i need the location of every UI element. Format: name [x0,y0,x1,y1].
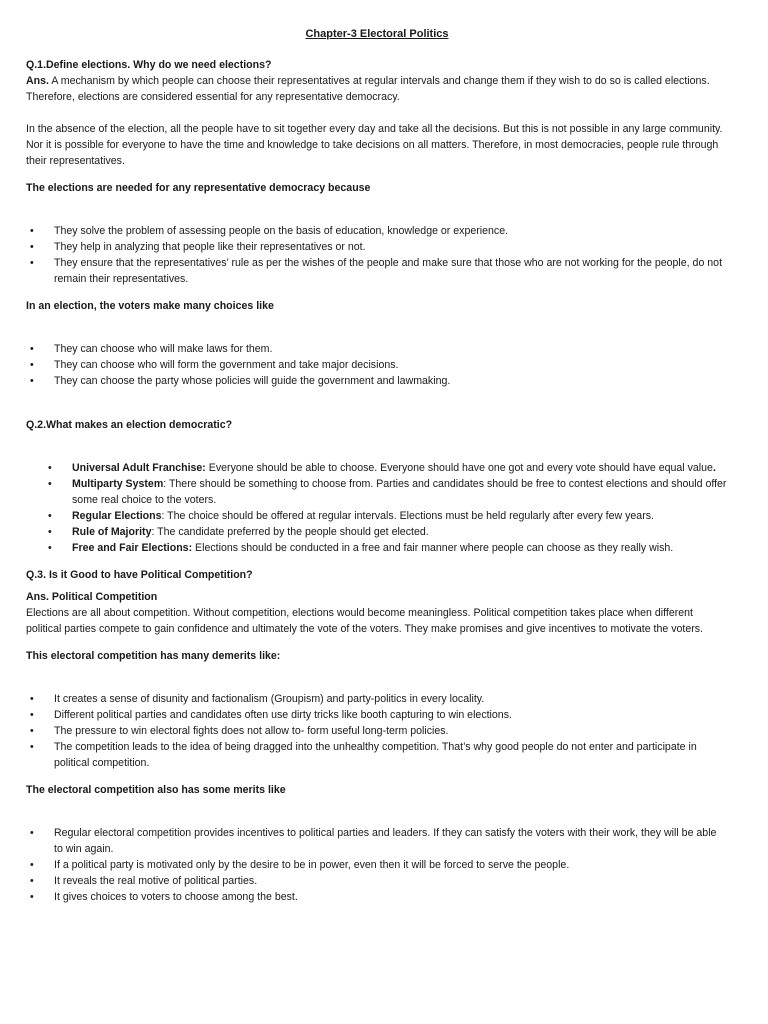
page-title: Chapter-3 Electoral Politics [305,28,449,40]
choices-list [26,341,728,389]
answer-1-paragraph-2: In the absence of the election, all the people have to sit together every day and take all the decisions. But this is not possible in any large community. Nor it is possible for everyone to have the time and knowledge to take decisions on all matters. Therefore, in most democracies, people rule through their representatives. [26,123,723,167]
list-item: • They can choose who will make laws for them. [26,341,728,357]
answer-3-paragraph: Elections are all about competition. Without competition, elections would become meaningless. Political competition takes place when different political parties compete to gain confidence and ultimately the vote of the voters. They make promises and give incentives to motivate the voters. [26,607,703,635]
list-item: • If a political party is motivated only by the desire to be in power, even then it will be forced to serve the people. [26,857,728,873]
choices-heading: In an election, the voters make many choices like [26,300,274,312]
list-item: • Regular electoral competition provides incentives to political parties and leaders. If they can satisfy the voters with their work, they will be able to win again. [26,825,728,857]
question-2: Q.2.What makes an election democratic? [26,419,233,431]
list-item: • Multiparty System: There should be something to choose from. Parties and candidates should be free to contest elections and should offer some real choice to the voters. [26,476,728,508]
list-item: • Universal Adult Franchise: Everyone should be able to choose. Everyone should have one got and every vote should have equal value. [26,460,728,476]
demerits-heading: This electoral competition has many demerits like: [26,650,281,662]
merits-heading: The electoral competition also has some merits like [26,784,286,796]
list-item: • It creates a sense of disunity and factionalism (Groupism) and party-politics in every locality. [26,691,728,707]
list-item: • They solve the problem of assessing people on the basis of education, knowledge or experience. [26,223,728,239]
democratic-criteria-list [26,460,728,556]
list-item: • Free and Fair Elections: Elections should be conducted in a free and fair manner where people can choose as they really wish. [26,540,728,556]
list-item: • They can choose the party whose policies will guide the government and lawmaking. [26,373,728,389]
answer-1-paragraph [26,73,728,105]
list-item: • The pressure to win electoral fights does not allow to- form useful long-term policies. [26,723,728,739]
question-3: Q.3. Is it Good to have Political Competition? [26,569,253,581]
demerits-list [26,691,728,771]
needed-list [26,223,728,287]
needed-heading: The elections are needed for any representative democracy because [26,182,371,194]
list-item: • The competition leads to the idea of being dragged into the unhealthy competition. That’s why good people do not enter and participate in political competition. [26,739,728,771]
list-item: • It gives choices to voters to choose among the best. [26,889,728,905]
merits-list [26,825,728,905]
list-item: • They can choose who will form the government and take major decisions. [26,357,728,373]
answer-1-text: A mechanism by which people can choose their representatives at regular intervals and change them if they wish to do so is called elections. Therefore, elections are considered essential for any representative democracy. [26,75,710,103]
list-item: • Different political parties and candidates often use dirty tricks like booth capturing to win elections. [26,707,728,723]
question-1: Q.1.Define elections. Why do we need elections? [26,59,272,71]
answer-label: Ans. [26,75,49,87]
list-item: • Rule of Majority: The candidate preferred by the people should get elected. [26,524,728,540]
list-item: • It reveals the real motive of political parties. [26,873,728,889]
list-item: • They help in analyzing that people like their representatives or not. [26,239,728,255]
list-item: • Regular Elections: The choice should be offered at regular intervals. Elections must be held regularly after every few years. [26,508,728,524]
answer-3-heading: Ans. Political Competition [26,591,158,603]
list-item: • They ensure that the representatives’ rule as per the wishes of the people and make sure that those who are not working for the people, do not remain their representatives. [26,255,728,287]
